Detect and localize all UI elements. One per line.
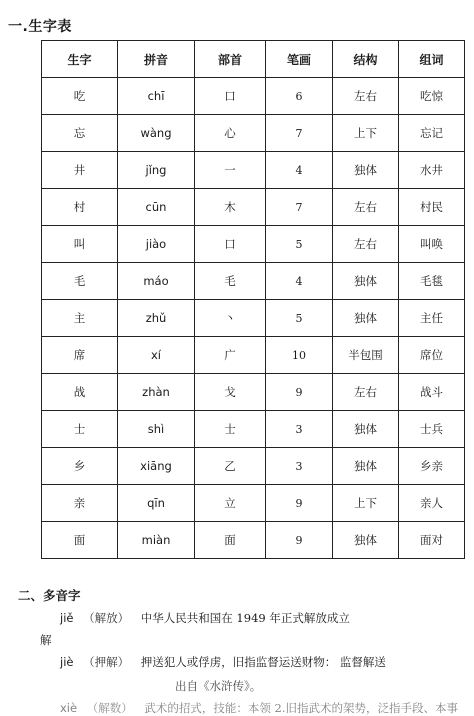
cell-strokes: 5 [266,300,333,337]
cell-radical: 一 [195,152,266,189]
table-row [42,78,465,115]
header-words: 组词 [399,41,465,78]
cell-char: 乡 [42,448,118,485]
cell-structure: 左右 [333,226,399,263]
section-title-polyphones: 二、多音字 [18,588,81,603]
table-row [42,300,465,337]
cell-radical: 广 [195,337,266,374]
vocab-table [41,40,465,559]
cell-radical: 面 [195,522,266,559]
cell-structure: 上下 [333,485,399,522]
example-text: 押送犯人或俘虏，旧指监督运送财物： 监督解送 [140,655,386,669]
table-row [42,226,465,263]
cell-radical: 戈 [195,374,266,411]
cell-structure: 独体 [333,522,399,559]
polyphone-char: 解 [40,633,52,647]
cell-words: 叫唤 [399,226,465,263]
cell-radical: 立 [195,485,266,522]
cell-words: 战斗 [399,374,465,411]
cell-radical: 乙 [195,448,266,485]
cell-words: 士兵 [399,411,465,448]
cell-radical: 心 [195,115,266,152]
cell-words: 亲人 [399,485,465,522]
cell-strokes: 6 [266,78,333,115]
cell-radical: 口 [195,226,266,263]
table-row [42,152,465,189]
cell-strokes: 7 [266,115,333,152]
cell-pinyin: xí [118,337,195,374]
cell-char: 席 [42,337,118,374]
cell-strokes: 4 [266,263,333,300]
cell-pinyin: chī [118,78,195,115]
table-row [42,263,465,300]
table-row [42,448,465,485]
cell-strokes: 3 [266,448,333,485]
cell-char: 吃 [42,78,118,115]
cell-structure: 左右 [333,189,399,226]
header-structure: 结构 [333,41,399,78]
table-header-row [42,41,465,78]
cell-strokes: 10 [266,337,333,374]
cell-char: 主 [42,300,118,337]
cell-radical: 毛 [195,263,266,300]
cell-char: 忘 [42,115,118,152]
cell-pinyin: cūn [118,189,195,226]
cell-structure: 独体 [333,263,399,300]
cell-pinyin: zhàn [118,374,195,411]
header-strokes: 笔画 [266,41,333,78]
example-text: 武术的招式，技能：本领 2.旧指武术的架势，泛指手段、本事 [144,701,459,715]
cell-words: 主任 [399,300,465,337]
cell-structure: 左右 [333,78,399,115]
cell-pinyin: jiào [118,226,195,263]
pinyin: jiè [60,655,74,669]
usage-tag: （押解） [83,655,130,669]
cell-radical: 木 [195,189,266,226]
cell-char: 战 [42,374,118,411]
table-row [42,115,465,152]
section-title-vocab-table: 一.生字表 [8,19,72,35]
cell-structure: 半包围 [333,337,399,374]
cell-structure: 独体 [333,152,399,189]
cell-structure: 独体 [333,300,399,337]
cell-structure: 上下 [333,115,399,152]
cell-structure: 独体 [333,411,399,448]
cell-char: 村 [42,189,118,226]
pinyin: xiè [60,701,78,715]
cell-pinyin: shì [118,411,195,448]
cell-char: 叫 [42,226,118,263]
cell-strokes: 3 [266,411,333,448]
cell-char: 井 [42,152,118,189]
table-row [42,522,465,559]
cell-char: 亲 [42,485,118,522]
table-row [42,374,465,411]
cell-structure: 左右 [333,374,399,411]
cell-words: 吃惊 [399,78,465,115]
header-radical: 部首 [195,41,266,78]
header-char: 生字 [42,41,118,78]
polyphone-line-jie3 [60,610,350,626]
cell-strokes: 7 [266,189,333,226]
cell-strokes: 9 [266,374,333,411]
cell-strokes: 5 [266,226,333,263]
cell-words: 毛毯 [399,263,465,300]
cell-pinyin: miàn [118,522,195,559]
cell-strokes: 9 [266,522,333,559]
cell-char: 毛 [42,263,118,300]
cell-structure: 独体 [333,448,399,485]
cell-radical: 口 [195,78,266,115]
source-note: 出自《水浒传》。 [175,679,262,693]
cell-strokes: 4 [266,152,333,189]
table-row [42,485,465,522]
cell-words: 水井 [399,152,465,189]
cell-radical: 丶 [195,300,266,337]
table-row [42,189,465,226]
table-row [42,411,465,448]
pinyin: jiě [60,611,74,625]
header-pinyin: 拼音 [118,41,195,78]
cell-pinyin: qīn [118,485,195,522]
cell-char: 士 [42,411,118,448]
cell-pinyin: xiāng [118,448,195,485]
cell-words: 乡亲 [399,448,465,485]
usage-tag: （解数） [86,701,133,715]
cell-strokes: 9 [266,485,333,522]
cell-words: 面对 [399,522,465,559]
polyphone-line-jie4 [60,654,386,670]
cell-pinyin: máo [118,263,195,300]
cell-radical: 士 [195,411,266,448]
cell-pinyin: wàng [118,115,195,152]
cell-words: 忘记 [399,115,465,152]
cell-words: 村民 [399,189,465,226]
cell-pinyin: zhǔ [118,300,195,337]
cell-char: 面 [42,522,118,559]
cell-pinyin: jǐng [118,152,195,189]
example-text: 中华人民共和国在 1949 年正式解放成立 [140,611,350,625]
usage-tag: （解放） [83,611,130,625]
table-row [42,337,465,374]
cell-words: 席位 [399,337,465,374]
